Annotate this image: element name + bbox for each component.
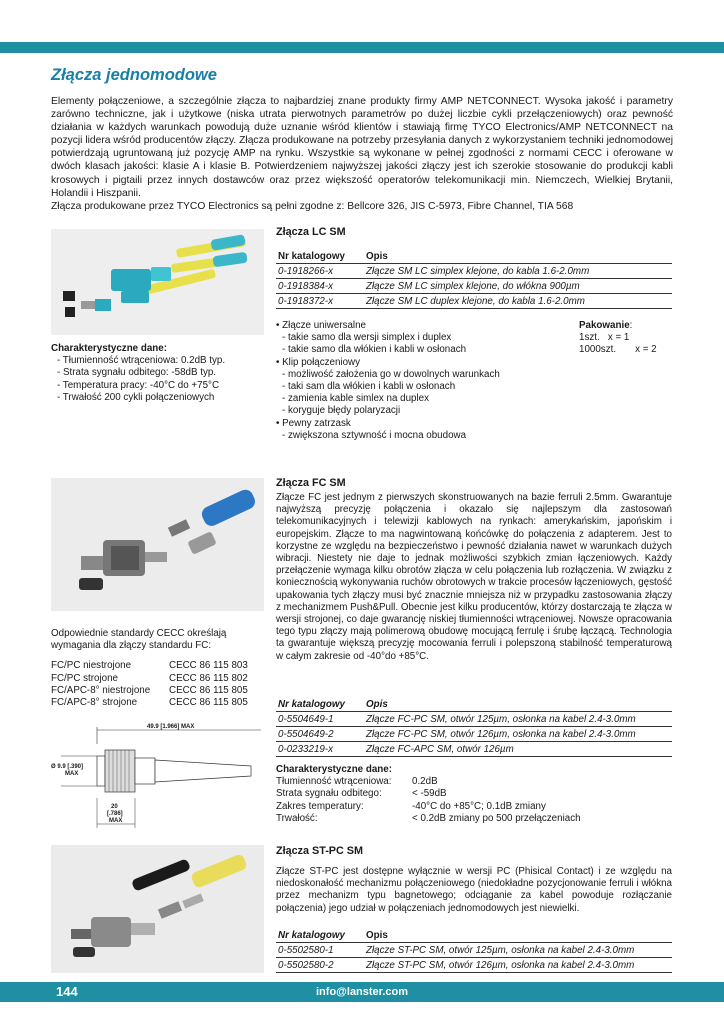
table-row: [276, 712, 672, 727]
cecc-type: FC/APC-8° strojone: [51, 697, 138, 709]
intro-text: [51, 95, 673, 213]
cecc-row: [51, 697, 266, 709]
fc-description: Złącze FC jest jednym z pierwszych skonstruowanych na bazie ferruli 2.5mm. Gwarantuje najwyższą precyzję połączenia i okazało się najlepszym dla zastosowań telekomunikacyjnych i telewizji kablowych na rynkach: amerykańskim, japońskim i europejskim. Złącze to ma nagwintowaną końcówkę do połączenia z adapterem. Jest to korzystne ze względu na bezpieczeństwo i pewność działania nawet w warunkach dużych wibracji. Niestety nie daje to jednak możliwości szybkich zmian łączeniowych. Każdy przełączenie wymaga kilku obrotów złącza w celu połączenia lub rozłączenia. W związku z koniecznością wykonywania ruchów obrotowych w trakcie procesów łączeniowych, gęstość upakowania tych złączy musi być znacznie mniejsza niż w przypadku zastosowania złączy z mechanizmem Push&Pull. Obecnie jest kilku producentów, którzy dostarczają te złącza w wersji strojonej, co daje gwarancję niskiej tłumienności wtrąceniowej. Nowsze opracowania tego typu złączy mają polimerową obudowę mocującą ferrulę i śrubę łączącą. Technologia ta gwarantuje większą precyzję mocowania ferruli i polepszoną stabilność temperaturową w całym zakresie od -40°do +85°C.: [276, 492, 672, 662]
lc-char-item: - Tłumienność wtrąceniowa: 0.2dB typ.: [57, 355, 226, 367]
page-title: Złącza jednomodowe: [51, 66, 217, 84]
cecc-standard: CECC 86 115 805: [169, 697, 248, 709]
fc-section-title: Złącza FC SM: [276, 477, 346, 489]
catalog-desc: Złącze ST-PC SM, otwór 126µm, osłonka na kabel 2.4-3.0mm: [364, 958, 672, 973]
dim-diameter-max: MAX: [65, 771, 79, 777]
catalog-desc: Złącze SM LC duplex klejone, do kabla 1.6-2.0mm: [364, 294, 672, 309]
fc-char-title: Charakterystyczne dane:: [276, 764, 392, 775]
table-row: [276, 742, 672, 757]
table-row: [276, 727, 672, 742]
dim-length-label: 49.9 [1.966] MAX: [147, 724, 195, 730]
list-item: • Pewny zatrzask: [276, 417, 351, 429]
page-number: 144: [56, 984, 78, 999]
lc-section-title: Złącza LC SM: [276, 226, 346, 238]
col-header-desc: Opis: [364, 697, 672, 712]
catalog-number: 0-5502580-1: [276, 943, 364, 958]
char-key: Tłumienność wtrąceniowa:: [276, 776, 392, 788]
packing-item: 1000szt. x = 2: [579, 344, 657, 356]
catalog-desc: Złącze FC-PC SM, otwór 126µm, osłonka na kabel 2.4-3.0mm: [364, 727, 672, 742]
footer-email[interactable]: info@lanster.com: [316, 986, 409, 998]
table-row: [276, 943, 672, 958]
cecc-intro: Odpowiednie standardy CECC określają wymagania dla złączy standardu FC:: [51, 628, 227, 652]
list-item: - możliwość założenia go w dowolnych warunkach: [282, 368, 500, 380]
col-header-desc: Opis: [364, 928, 672, 943]
intro-paragraph: Elementy połączeniowe, a szczególnie złącza to najbardziej znane produkty firmy AMP NETCONNECT. Wysoka jakość i parametry zarówno techniczne, jak i użytkowe (niska utrata pierwotnych parametrów po dużej liczbie cykli przełączeniowych) oraz pewność działania w każdych warunkach powodują duże uznanie wśród klientów i stawiają firmę TYCO Electronics/AMP NETCONNECT na pozycji lidera wśród producentów złączy. Złącza produkowane na potrzeby przesyłania danych z wykorzystaniem techniki jednomodowej potwierdzają ugruntowaną już pozycję AMP na rynku. Wszystkie są wykonane w pełnej zgodności z normami CECC i oferowane w dwóch klasach jakości: klasie A i klasie B. Potwierdzeniem najwyższej jakości złączy jest ich szerokie stosowanie do produkcji kabli krosowych i pigtaili przez innych dostawców oraz przez większość operatorów telekomunikacji min. Niemczech, Wielkiej Brytanii, Holandii i Hiszpanii.: [51, 96, 673, 199]
lc-char-item: - Temperatura pracy: -40°C do +75°C: [57, 379, 220, 391]
lc-char-item: - Strata sygnału odbitego: -58dB typ.: [57, 367, 217, 379]
lc-char-block: [51, 343, 266, 404]
char-key: Zakres temperatury:: [276, 800, 364, 812]
list-item: • Złącze uniwersalne: [276, 320, 367, 331]
st-connector-photo: [51, 845, 264, 973]
dim-width-value: 20: [111, 804, 118, 810]
table-row: [276, 958, 672, 973]
st-description: Złącze ST-PC jest dostępne wyłącznie w wersji PC (Phisical Contact) i ze względu na niedoskonałość mechanizmu połączeniowego (niedokładne pozycjonowanie ferruli i włókna przez mechanizm typu bagnetowego; odciąganie za kabel powoduje rozłączanie połączenia) jego udział w połączeniach jednomodowych jest niewielki.: [276, 866, 672, 914]
list-item: • Klip połączeniowy: [276, 356, 361, 368]
fc-cecc-block: [51, 628, 266, 709]
lc-char-item: - Trwałość 200 cykli połączeniowych: [57, 391, 215, 403]
list-item: - takie samo dla włókien i kabli w osłonach: [282, 344, 467, 356]
table-row: [276, 279, 672, 294]
col-header-catalog: Nr katalogowy: [276, 928, 364, 943]
char-key: Trwałość:: [276, 812, 318, 824]
catalog-desc: Złącze SM LC simplex klejone, do kabla 1.6-2.0mm: [364, 264, 672, 279]
catalog-number: 0-5502580-2: [276, 958, 364, 973]
catalog-number: 0-1918372-x: [276, 294, 364, 309]
col-header-desc: Opis: [364, 249, 672, 264]
cecc-type: FC/APC-8° niestrojone: [51, 684, 151, 696]
list-item: - koryguje błędy polaryzacji: [282, 405, 401, 417]
catalog-number: 0-0233219-x: [276, 742, 364, 757]
packing-item: 1szt. x = 1: [579, 332, 630, 344]
list-item: - taki sam dla włókien i kabli w osłonach: [282, 381, 456, 393]
catalog-number: 0-5504649-1: [276, 712, 364, 727]
fc-dimension-drawing: [51, 724, 264, 834]
char-key: Strata sygnału odbitego:: [276, 788, 382, 800]
catalog-number: 0-1918384-x: [276, 279, 364, 294]
lc-char-title: Charakterystyczne dane:: [51, 343, 167, 354]
lc-feature-list: [276, 320, 576, 442]
catalog-desc: Złącze ST-PC SM, otwór 125µm, osłonka na kabel 2.4-3.0mm: [364, 943, 672, 958]
cecc-row: [51, 660, 266, 672]
char-row: [276, 788, 672, 800]
cecc-type: FC/PC strojone: [51, 672, 118, 684]
fc-char-block: [276, 764, 672, 825]
dim-width-max: MAX: [109, 818, 123, 824]
cecc-row: [51, 673, 266, 685]
catalog-number: 0-1918266-x: [276, 264, 364, 279]
catalog-desc: Złącze FC-APC SM, otwór 126µm: [364, 742, 672, 757]
char-row: [276, 776, 672, 788]
packing-label: Pakowanie: [579, 320, 630, 331]
top-accent-bar: [0, 42, 724, 53]
char-row: [276, 813, 672, 825]
char-value: 0.2dB: [412, 776, 438, 788]
cecc-standard: CECC 86 115 805: [169, 684, 248, 696]
char-value: -40°C do +85°C; 0.1dB zmiany: [412, 800, 546, 812]
fc-connector-photo: [51, 478, 264, 611]
char-value: < -59dB: [412, 788, 447, 800]
char-value: < 0.2dB zmiany po 500 przełączeniach: [412, 812, 581, 824]
table-row: [276, 264, 672, 279]
dim-width-inch: [.786]: [107, 811, 123, 817]
fc-catalog-table: [276, 697, 672, 757]
cecc-standard: CECC 86 115 803: [169, 660, 248, 672]
catalog-desc: Złącze FC-PC SM, otwór 125µm, osłonka na kabel 2.4-3.0mm: [364, 712, 672, 727]
list-item: - zwiększona sztywność i mocna obudowa: [282, 429, 467, 441]
list-item: - takie samo dla wersji simplex i duplex: [282, 332, 452, 344]
col-header-catalog: Nr katalogowy: [276, 249, 364, 264]
st-catalog-table: [276, 928, 672, 973]
dim-diameter-label: Ø 9.9 [.390]: [51, 764, 84, 770]
catalog-number: 0-5504649-2: [276, 727, 364, 742]
col-header-catalog: Nr katalogowy: [276, 697, 364, 712]
cecc-type: FC/PC niestrojone: [51, 660, 132, 672]
cecc-standard: CECC 86 115 802: [169, 672, 248, 684]
st-section-title: Złącza ST-PC SM: [276, 845, 363, 857]
lc-packing: Pakowanie: 1szt. x = 1 1000szt. x = 2: [579, 320, 679, 357]
cecc-row: [51, 685, 266, 697]
catalog-desc: Złącze SM LC simplex klejone, do włókna 900µm: [364, 279, 672, 294]
table-row: [276, 294, 672, 309]
lc-catalog-table: [276, 249, 672, 309]
intro-standards: Złącza produkowane przez TYCO Electronics są pełni zgodne z: Bellcore 326, JIS C-5973, Fibre Channel, TIA 568: [51, 200, 574, 212]
list-item: - zamienia kable simlex na duplex: [282, 393, 430, 405]
char-row: [276, 801, 672, 813]
lc-connector-photo: [51, 229, 264, 335]
